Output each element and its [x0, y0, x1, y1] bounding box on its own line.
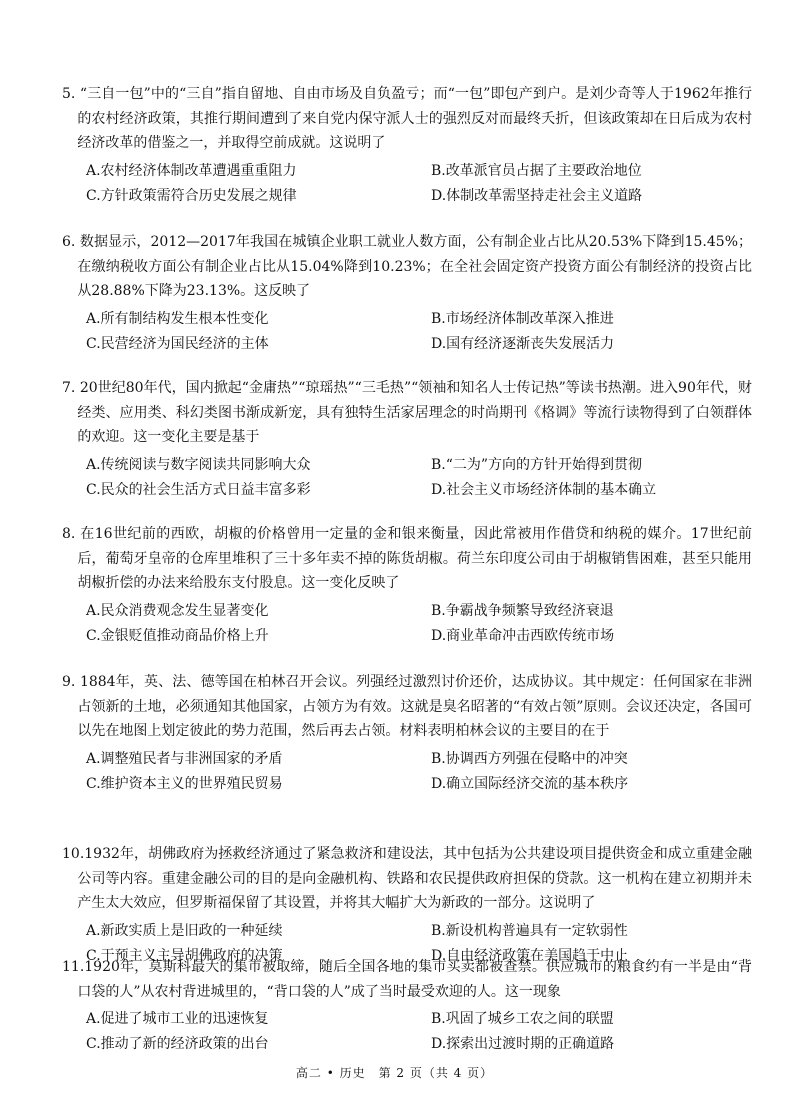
option-c: C.金银贬值推动商品价格上升 [86, 627, 269, 644]
option-c: C.维护资本主义的世界殖民贸易 [86, 775, 283, 792]
option-c: C.方针政策需符合历史发展之规律 [86, 187, 297, 204]
question-stem: 5. “三自一包”中的“三自”指自留地、自由市场及自负盈亏；而“一包”即包产到户。是刘少奇等人于1962年推行的农村经济政策，其推行期间遭到了来自党内保守派人士的强烈反对而最终夭折，但该政策却在日后成为农村经济改革的借鉴之一，并取得空前成就。这说明了 [62, 86, 752, 152]
option-a: A.促进了城市工业的迅速恢复 [86, 1011, 269, 1028]
option-a: A.传统阅读与数字阅读共同影响大众 [86, 456, 311, 473]
option-a: A.调整殖民者与非洲国家的矛盾 [86, 750, 283, 767]
option-a: A.新政实质上是旧政的一种延续 [86, 922, 283, 939]
option-d: D.社会主义市场经济体制的基本确立 [431, 481, 657, 498]
option-d: D.商业革命冲击西欧传统市场 [431, 627, 615, 644]
question-stem: 10.1932年，胡佛政府为拯救经济通过了紧急救济和建设法，其中包括为公共建设项目提供资金和成立重建金融公司等内容。重建金融公司的目的是向金融机构、铁路和农民提供政府担保的贷款。这一机构在建立初期并未产生太大效应，但罗斯福保留了其设置，并将其大幅扩大为新政的一部分。这说明了 [62, 846, 752, 912]
option-grid [62, 159, 752, 209]
page-footer: 高二 • 历史 第 2 页（共 4 页） [295, 1066, 494, 1080]
option-grid [62, 1007, 752, 1057]
option-d: D.体制改革需坚持走社会主义道路 [431, 187, 643, 204]
option-a: A.农村经济体制改革遭遇重重阻力 [86, 162, 297, 179]
option-d: D.国有经济逐渐丧失发展活力 [431, 335, 615, 352]
question-5 [62, 82, 752, 209]
question-stem: 11.1920年，莫斯科最大的集市被取缔，随后全国各地的集市买卖都被查禁。供应城市的粮食约有一半是由“背口袋的人”从农村背进城里的，“背口袋的人”成了当时最受欢迎的人。这一现象 [62, 959, 752, 1000]
question-10 [62, 842, 752, 969]
option-grid [62, 307, 752, 357]
question-8 [62, 522, 752, 649]
option-b: B.“二为”方向的方针开始得到贯彻 [431, 456, 643, 473]
option-grid [62, 453, 752, 503]
option-b: B.争霸战争频繁导致经济衰退 [431, 602, 614, 619]
question-7 [62, 376, 752, 503]
option-c: C.推动了新的经济政策的出台 [86, 1036, 269, 1053]
question-stem: 9. 1884年，英、法、德等国在柏林召开会议。列强经过激烈讨价还价，达成协议。其中规定：任何国家在非洲占领新的土地，必须通知其他国家，占领方为有效。这就是臭名昭著的“有效占领”原则。会议还决定，各国可以先在地图上划定彼此的势力范围，然后再去占领。材料表明柏林会议的主要目的在于 [62, 674, 752, 740]
option-c: C.干预主义主导胡佛政府的决策 [86, 947, 283, 964]
option-grid [62, 747, 752, 797]
question-stem: 7. 20世纪80年代，国内掀起“金庸热”“琼瑶热”“三毛热”“领袖和知名人士传记热”等读书热潮。进入90年代，财经类、应用类、科幻类图书渐成新宠，具有独特生活家居理念的时尚期刊《格调》等流行读物得到了白领群体的欢迎。这一变化主要是基于 [62, 380, 752, 446]
option-a: A.所有制结构发生根本性变化 [86, 310, 269, 327]
question-11 [62, 955, 752, 1057]
option-a: A.民众消费观念发生显著变化 [86, 602, 269, 619]
option-b: B.新设机构普遍具有一定软弱性 [431, 922, 628, 939]
option-d: D.探索出过渡时期的正确道路 [431, 1036, 615, 1053]
option-grid [62, 599, 752, 649]
question-9 [62, 670, 752, 797]
option-b: B.改革派官员占据了主要政治地位 [431, 162, 642, 179]
option-b: B.协调西方列强在侵略中的冲突 [431, 750, 628, 767]
question-stem: 6. 数据显示，2012—2017年我国在城镇企业职工就业人数方面，公有制企业占比从20.53%下降到15.45%；在缴纳税收方面公有制企业占比从15.04%降到10.23%；在全社会固定资产投资方面公有制经济的投资占比从28.88%下降为23.13%。这反映了 [62, 234, 752, 300]
question-6 [62, 230, 752, 357]
option-b: B.市场经济体制改革深入推进 [431, 310, 614, 327]
option-b: B.巩固了城乡工农之间的联盟 [431, 1011, 614, 1028]
option-c: C.民营经济为国民经济的主体 [86, 335, 269, 352]
option-d: D.自由经济政策在美国趋于中止 [431, 947, 629, 964]
option-c: C.民众的社会生活方式日益丰富多彩 [86, 481, 311, 498]
question-stem: 8. 在16世纪前的西欧，胡椒的价格曾用一定量的金和银来衡量，因此常被用作借贷和纳税的媒介。17世纪前后，葡萄牙皇帝的仓库里堆积了三十多年卖不掉的陈货胡椒。荷兰东印度公司由于胡椒销售困难，甚至只能用胡椒折偿的办法来给股东支付股息。这一变化反映了 [62, 526, 752, 592]
option-d: D.确立国际经济交流的基本秩序 [431, 775, 629, 792]
